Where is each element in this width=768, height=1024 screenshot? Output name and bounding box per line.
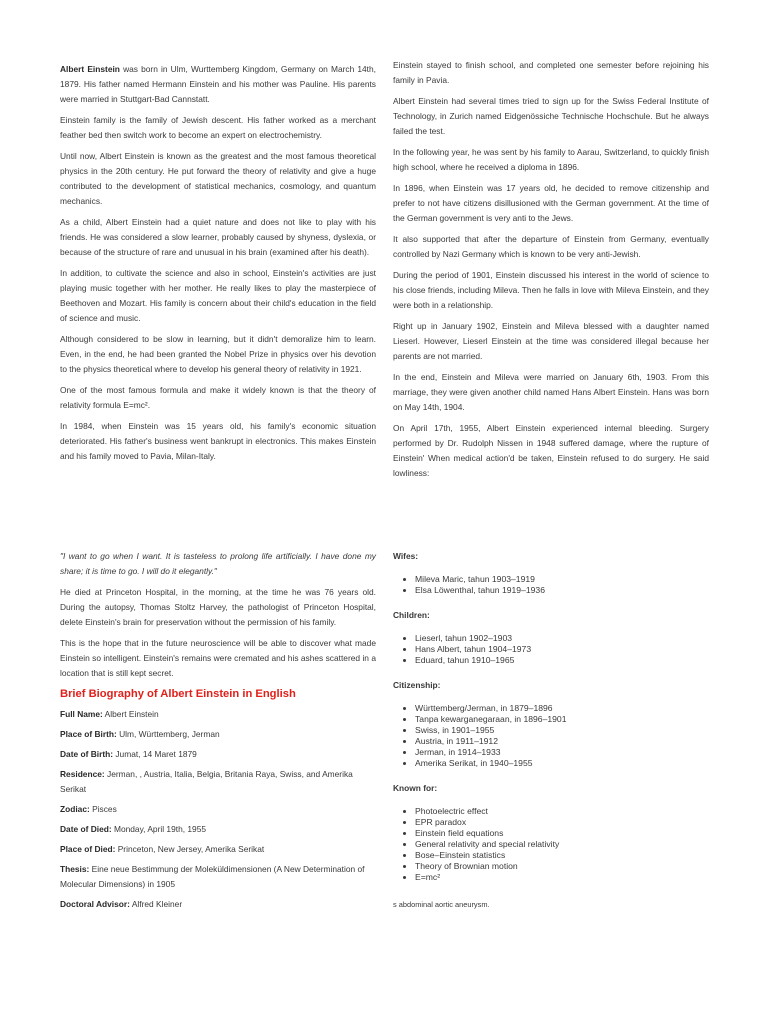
fact-label: Place of Birth:: [60, 729, 117, 739]
fact-item: [60, 802, 376, 817]
paragraph: In addition, to cultivate the science and also in school, Einstein's activities are just playing music together with her mother. He really likes to play the masterpiece of Beethoven and Mozart. His family is concern about their child's education in the field of science and music.: [60, 268, 376, 323]
paragraph: This is the hope that in the future neuroscience will be able to discover what made Einstein so intelligent. Einstein's remains were cremated and his ashes scattered in a location that is still kept secret.: [60, 638, 376, 678]
section-title: Brief Biography of Albert Einstein in English: [60, 688, 296, 700]
list-item: • Elsa Löwenthal, tahun 1919–1936: [415, 585, 709, 596]
paragraph: In the following year, he was sent by his family to Aarau, Switzerland, to quickly finish high school, where he received a diploma in 1896.: [393, 147, 709, 172]
list-item: • Eduard, tahun 1910–1965: [415, 655, 709, 666]
paragraph: It also supported that after the departure of Einstein from Germany, eventually controlled by Nazi Germany which is known to be very anti-Jewish.: [393, 234, 709, 259]
fact-value: Pisces: [89, 804, 117, 814]
list-item: • Bose–Einstein statistics: [415, 850, 709, 861]
list-item: • EPR paradox: [415, 817, 709, 828]
fact-label: Doctoral Advisor:: [60, 899, 130, 909]
list-item: • Jerman, in 1914–1933: [415, 747, 709, 758]
fact-item: [60, 767, 376, 797]
paragraph: Although considered to be slow in learning, but it didn't demoralize him to learn. Even, in the end, he had been granted the Nobel Prize in physics over his devotion to the physics theoretical where to develop his general theory of relativity in 1921.: [60, 334, 376, 374]
paragraph: Einstein family is the family of Jewish descent. His father worked as a merchant feather bed then switch work to become an expert on electrochemistry.: [60, 115, 376, 140]
list-item: • Mileva Maric, tahun 1903–1919: [415, 574, 709, 585]
footnote: s abdominal aortic aneurysm.: [393, 900, 490, 909]
right-bottom-column: [393, 549, 709, 912]
einstein-quote: "I want to go when I want. It is tasteless to prolong life artificially. I have done my share; it is time to go. I will do it elegantly.": [60, 551, 376, 576]
paragraph: During the period of 1901, Einstein discussed his interest in the world of science to his close friends, including Mileva. Then he falls in love with Mileva Einstein, and they were both in a relationship.: [393, 270, 709, 310]
list-item: • Amerika Serikat, in 1940–1955: [415, 758, 709, 769]
fact-value: Princeton, New Jersey, Amerika Serikat: [115, 844, 265, 854]
paragraph: Albert Einstein had several times tried to sign up for the Swiss Federal Institute of Technology, in Zurich named Eidgenössiche Technische Hochschule. But he always failed the test.: [393, 96, 709, 136]
children-heading: Children:: [393, 610, 430, 620]
bold-name: Albert Einstein: [60, 64, 120, 74]
fact-item: [60, 727, 376, 742]
fact-value: Albert Einstein: [102, 709, 159, 719]
fact-label: Date of Died:: [60, 824, 112, 834]
list-item: • E=mc²: [415, 872, 709, 883]
right-top-column: [393, 58, 709, 487]
fact-item: [60, 862, 376, 892]
fact-label: Residence:: [60, 769, 105, 779]
paragraph: He died at Princeton Hospital, in the morning, at the time he was 76 years old. During the autopsy, Thomas Stoltz Harvey, the pathologist of Princeton Hospital, delete Einstein's brain for preservation without the permission of his family.: [60, 587, 376, 627]
list-item: • Einstein field equations: [415, 828, 709, 839]
fact-value: Monday, April 19th, 1955: [111, 824, 207, 834]
fact-label: Thesis:: [60, 864, 90, 874]
fact-label: Zodiac:: [60, 804, 90, 814]
fact-value: Alfred Kleiner: [129, 899, 183, 909]
fact-label: Date of Birth:: [60, 749, 114, 759]
paragraph: In the end, Einstein and Mileva were married on January 6th, 1903. From this marriage, they were given another child named Hans Albert Einstein. Hans was born on May 14th, 1904.: [393, 372, 709, 412]
citizenship-list: [393, 703, 709, 769]
citizenship-heading: Citizenship:: [393, 680, 441, 690]
paragraph-text: was born in Ulm, Wurttemberg Kingdom, Germany on March 14th, 1879. His father named Hermann Einstein and his mother was Pauline. His parents were married in Stuttgart-Bad Cannstatt.: [60, 64, 376, 104]
fact-label: Full Name:: [60, 709, 103, 719]
fact-item: [60, 822, 376, 837]
list-item: • Austria, in 1911–1912: [415, 736, 709, 747]
list-item: • Württemberg/Jerman, in 1879–1896: [415, 703, 709, 714]
list-item: • Photoelectric effect: [415, 806, 709, 817]
known-for-heading: Known for:: [393, 783, 438, 793]
list-item: • Theory of Brownian motion: [415, 861, 709, 872]
paragraph: As a child, Albert Einstein had a quiet nature and does not like to play with his friends. He was considered a slow learner, probably caused by shyness, dyslexia, or because of the structure of rare and unusual in his brain (examined after his death).: [60, 217, 376, 257]
wifes-list: [393, 574, 709, 596]
known-for-list: [393, 806, 709, 883]
fact-item: [60, 747, 376, 762]
paragraph: [60, 62, 376, 107]
paragraph: On April 17th, 1955, Albert Einstein experienced internal bleeding. Surgery performed by Dr. Rudolph Nissen in 1948 suffered damage, where the rupture of Einstein' When medical action'd be taken, Einstein refused to do surgery. He said lowliness:: [393, 423, 709, 478]
wifes-heading: Wifes:: [393, 551, 419, 561]
fact-item: [60, 707, 376, 722]
paragraph: In 1984, when Einstein was 15 years old, his family's economic situation deteriorated. His father's business went bankrupt in electronics. This makes Einstein and his family moved to Pavia, Milan-Italy.: [60, 421, 376, 461]
list-item: • Lieserl, tahun 1902–1903: [415, 633, 709, 644]
left-top-column: [60, 62, 376, 470]
left-bottom-column: [60, 549, 376, 917]
children-list: [393, 633, 709, 666]
fact-label: Place of Died:: [60, 844, 116, 854]
fact-value: Ulm, Württemberg, Jerman: [116, 729, 220, 739]
fact-value: Eine neue Bestimmung der Moleküldimensionen (A New Determination of Molecular Dimensions) in 1905: [60, 864, 365, 889]
fact-item: [60, 842, 376, 857]
list-item: • General relativity and special relativity: [415, 839, 709, 850]
paragraph: Right up in January 1902, Einstein and Mileva blessed with a daughter named Lieserl. However, Lieserl Einstein at the time was considered illegal because her parents are not married.: [393, 321, 709, 361]
list-item: • Tanpa kewarganegaraan, in 1896–1901: [415, 714, 709, 725]
paragraph: Einstein stayed to finish school, and completed one semester before rejoining his family in Pavia.: [393, 60, 709, 85]
facts-list: [60, 707, 376, 912]
fact-item: [60, 897, 376, 912]
paragraph: Until now, Albert Einstein is known as the greatest and the most famous theoretical physics in the 20th century. He put forward the theory of relativity and give a huge contributed to the development of statistical mechanics, cosmology, and quantum mechanics.: [60, 151, 376, 206]
fact-value: Jerman, , Austria, Italia, Belgia, Britania Raya, Swiss, and Amerika Serikat: [60, 769, 353, 794]
fact-value: Jumat, 14 Maret 1879: [113, 749, 197, 759]
list-item: • Swiss, in 1901–1955: [415, 725, 709, 736]
paragraph: One of the most famous formula and make it widely known is that the theory of relativity formula E=mc².: [60, 385, 376, 410]
list-item: • Hans Albert, tahun 1904–1973: [415, 644, 709, 655]
paragraph: In 1896, when Einstein was 17 years old, he decided to remove citizenship and prefer to not have citizens disillusioned with the German government. At the time of the German government is very anti to the Jews.: [393, 183, 709, 223]
